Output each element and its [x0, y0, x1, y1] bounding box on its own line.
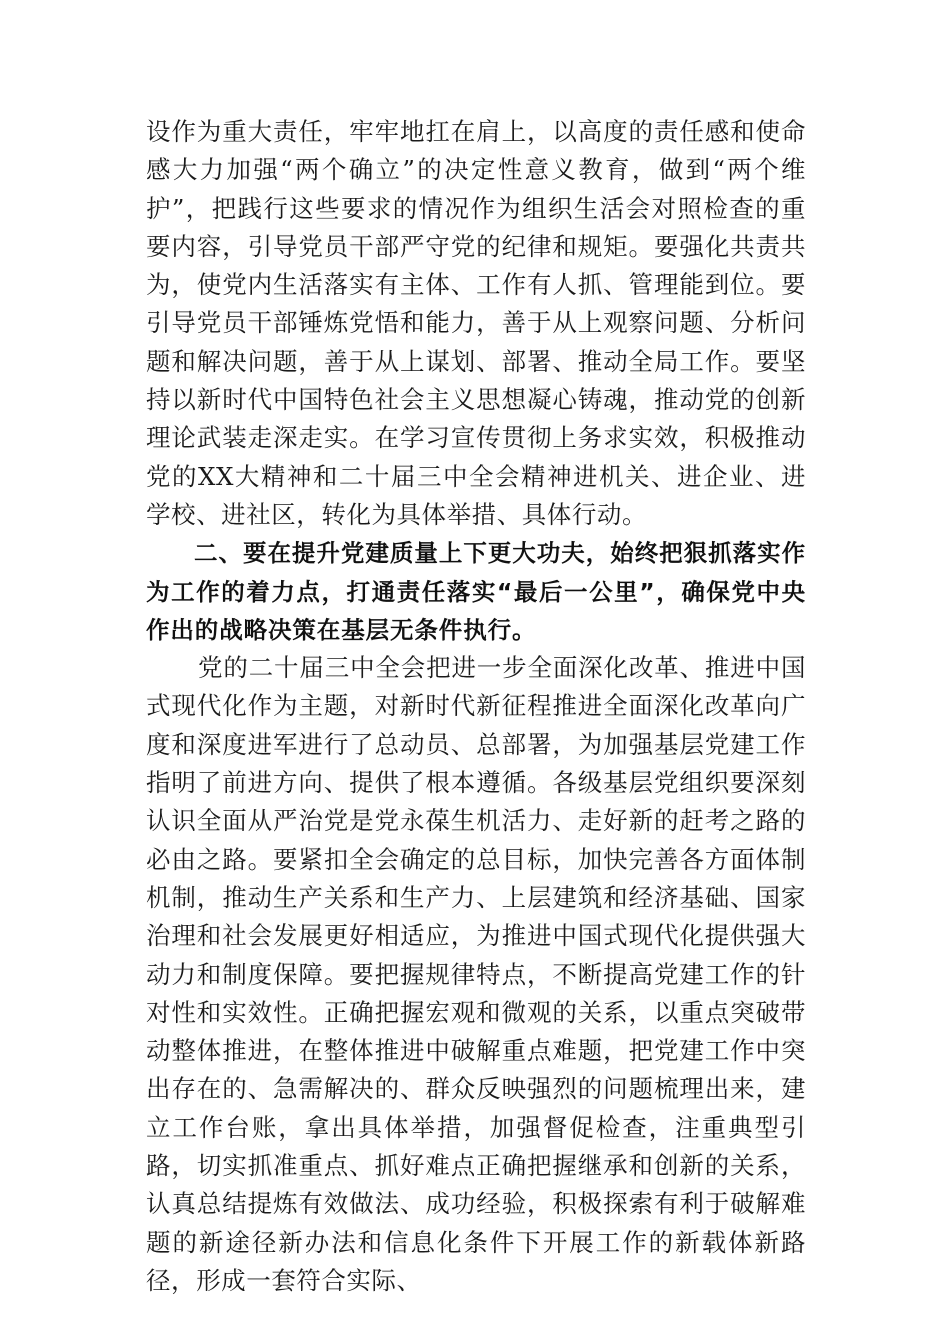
document-body [146, 113, 806, 1300]
paragraph-continued: 设作为重大责任，牢牢地扛在肩上，以高度的责任感和使命感大力加强“两个确立”的决定性意义教育，做到“两个维护”，把践行这些要求的情况作为组织生活会对照检查的重要内容，引导党员干部严守党的纪律和规矩。要强化共责共为，使党内生活落实有主体、工作有人抓、管理能到位。要引导党员干部锤炼党悟和能力，善于从上观察问题、分析问题和解决问题，善于从上谋划、部署、推动全局工作。要坚持以新时代中国特色社会主义思想凝心铸魂，推动党的创新理论武装走深走实。在学习宣传贯彻上务求实效，积极推动党的XX大精神和二十届三中全会精神进机关、进企业、进学校、进社区，转化为具体举措、具体行动。 [146, 117, 806, 529]
paragraph-main: 党的二十届三中全会把进一步全面深化改革、推进中国式现代化作为主题，对新时代新征程推进全面深化改革向广度和深度进军进行了总动员、总部署，为加强基层党建工作指明了前进方向、提供了根本遵循。各级基层党组织要深刻认识全面从严治党是党永葆生机活力、走好新的赶考之路的必由之路。要紧扣全会确定的总目标，加快完善各方面体制机制，推动生产关系和生产力、上层建筑和经济基础、国家治理和社会发展更好相适应，为推进中国式现代化提供强大动力和制度保障。要把握规律特点，不断提高党建工作的针对性和实效性。正确把握宏观和微观的关系，以重点突破带动整体推进，在整体推进中破解重点难题，把党建工作中突出存在的、急需解决的、群众反映强烈的问题梳理出来，建立工作台账，拿出具体举措，加强督促检查，注重典型引路，切实抓准重点、抓好难点正确把握继承和创新的关系，认真总结提炼有效做法、成功经验，积极探索有利于破解难题的新途径新办法和信息化条件下开展工作的新载体新路径，形成一套符合实际、 [146, 653, 806, 1295]
section-heading: 二、要在提升党建质量上下更大功夫，始终把狠抓落实作为工作的着力点，打通责任落实“最后一公里”，确保党中央作出的战略决策在基层无条件执行。 [146, 539, 806, 644]
